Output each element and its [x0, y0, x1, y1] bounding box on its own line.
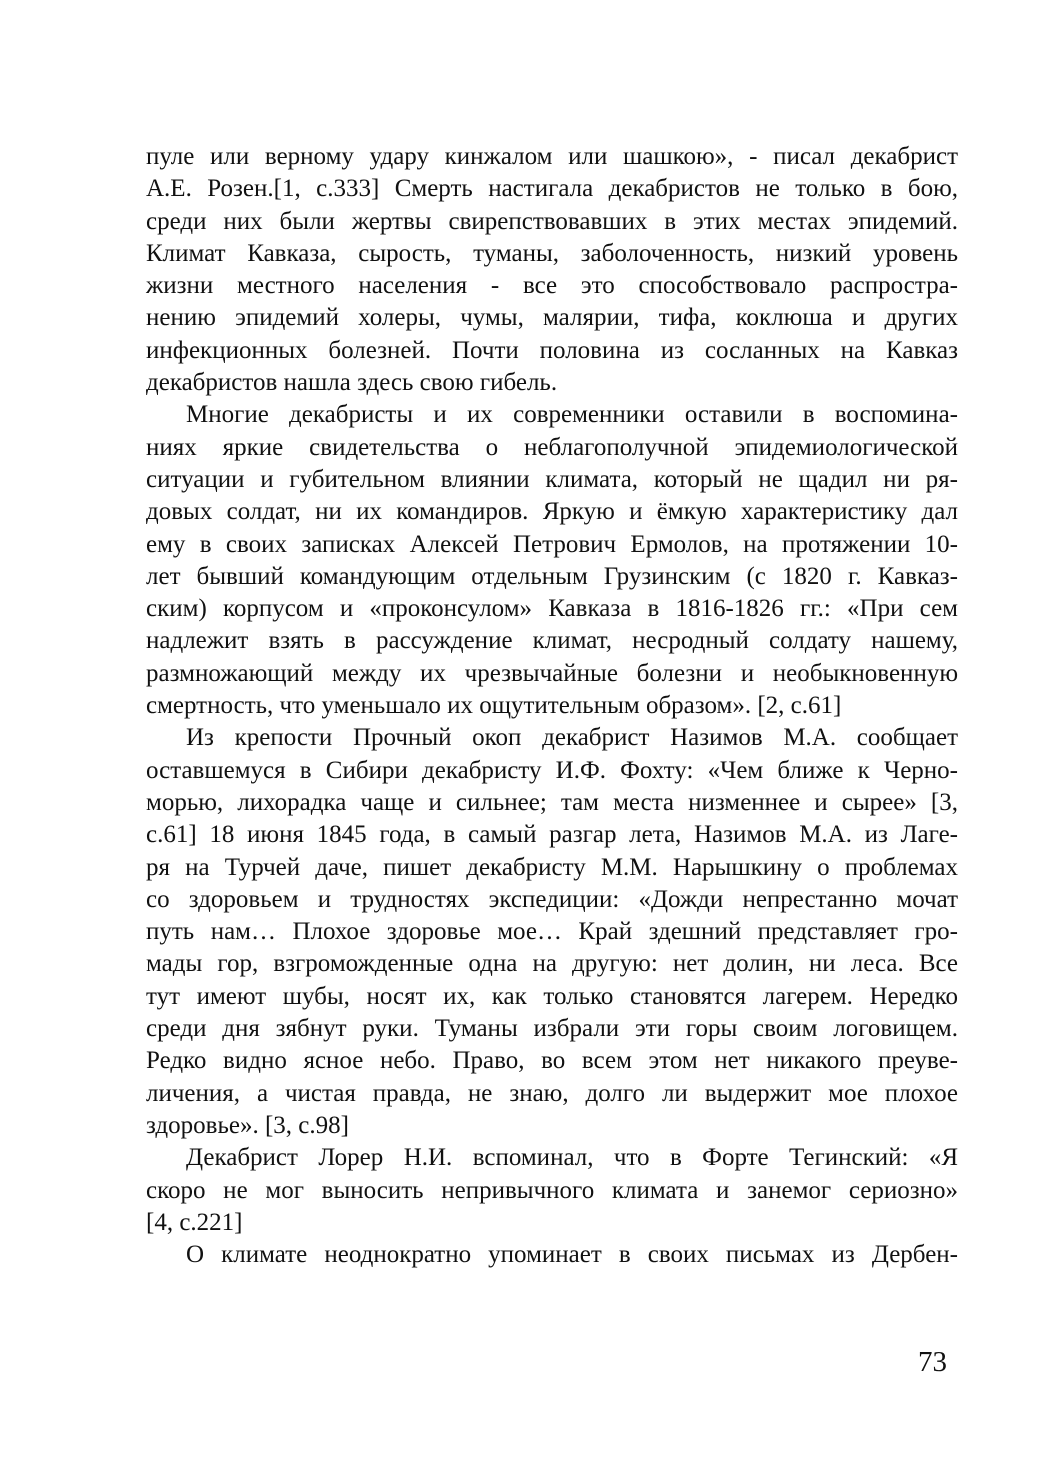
paragraph-1 — [146, 141, 958, 399]
text-line: оставшемуся в Сибири декабристу И.Ф. Фохту: «Чем ближе к Черно- — [146, 756, 958, 784]
text-line: [4, с.221] — [146, 1208, 243, 1236]
text-line: ря на Турчей даче, пишет декабристу М.М. Нарышкину о проблемах — [146, 853, 958, 881]
text-line: Многие декабристы и их современники оставили в воспомина- — [186, 401, 958, 429]
text-line: пуле или верному удару кинжалом или шашкою», - писал декабрист — [146, 143, 958, 170]
text-line: морью, лихорадка чаще и сильнее; там места низменнее и сырее» [3, — [146, 788, 958, 816]
text-line: среди дня зябнут руки. Туманы избрали эти горы своим логовищем. — [146, 1015, 958, 1043]
text-line: смертность, что уменьшало их ощутительным образом». [2, с.61] — [146, 692, 842, 720]
text-line: мады гор, взгроможденные одна на другую: нет долин, ни леса. Все — [146, 950, 958, 978]
text-line: лет бывший командующим отдельным Грузинским (с 1820 г. Кавказ- — [146, 562, 958, 590]
paragraph-2 — [146, 399, 958, 722]
text-line: Редко видно ясное небо. Право, во всем этом нет никакого преуве- — [146, 1047, 958, 1075]
text-line: путь нам… Плохое здоровье мое… Край здешний представляет гро- — [146, 918, 958, 946]
text-line: Декабрист Лорер Н.И. вспоминал, что в Форте Тегинский: «Я — [186, 1144, 958, 1172]
text-line: скоро не мог выносить непривычного климата и занемог сериозно» — [146, 1176, 958, 1204]
paragraph-3 — [146, 722, 958, 1142]
text-line: довых солдат, ни их командиров. Яркую и ёмкую характеристику дал — [146, 498, 958, 526]
text-line: тут имеют шубы, носят их, как только становятся лагерем. Нередко — [146, 982, 958, 1010]
text-line: инфекционных болезней. Почти половина из сосланных на Кавказ — [146, 336, 958, 364]
text-line: со здоровьем и трудностях экспедиции: «Дожди непрестанно мочат — [146, 885, 958, 913]
text-line: жизни местного населения - все это способствовало распростра- — [146, 272, 958, 300]
text-line: декабристов нашла здесь свою гибель. — [146, 369, 558, 397]
page-body — [146, 141, 958, 1271]
paragraph-4 — [146, 1142, 958, 1239]
text-line: Климат Кавказа, сырость, туманы, заболоченность, низкий уровень — [146, 239, 958, 267]
text-line: ниях яркие свидетельства о неблагополучной эпидемиологической — [146, 433, 958, 461]
text-line: А.Е. Розен.[1, с.333] Смерть настигала декабристов не только в бою, — [146, 175, 958, 203]
text-line: среди них были жертвы свирепствовавших в этих местах эпидемий. — [146, 207, 958, 235]
text-line: надлежит взять в рассуждение климат, несродный солдату нашему, — [146, 627, 958, 655]
text-line: личения, а чистая правда, не знаю, долго ли выдержит мое плохое — [146, 1079, 958, 1107]
text-line: размножающий между их чрезвычайные болезни и необыкновенную — [146, 659, 958, 687]
paragraph-5 — [146, 1239, 958, 1271]
text-line: с.61] 18 июня 1845 года, в самый разгар лета, Назимов М.А. из Лаге- — [146, 821, 958, 849]
text-line: нению эпидемий холеры, чумы, малярии, тифа, коклюша и других — [146, 304, 958, 332]
text-line: Из крепости Прочный окоп декабрист Назимов М.А. сообщает — [186, 724, 958, 752]
page-number: 73 — [918, 1346, 947, 1378]
text-line: ским) корпусом и «проконсулом» Кавказа в 1816-1826 гг.: «При сем — [146, 595, 958, 623]
text-line: О климате неоднократно упоминает в своих письмах из Дербен- — [186, 1241, 958, 1269]
text-line: здоровье». [3, с.98] — [146, 1111, 349, 1139]
text-line: ситуации и губительном влиянии климата, который не щадил ни ря- — [146, 465, 958, 493]
text-line: ему в своих записках Алексей Петрович Ермолов, на протяжении 10- — [146, 530, 958, 558]
